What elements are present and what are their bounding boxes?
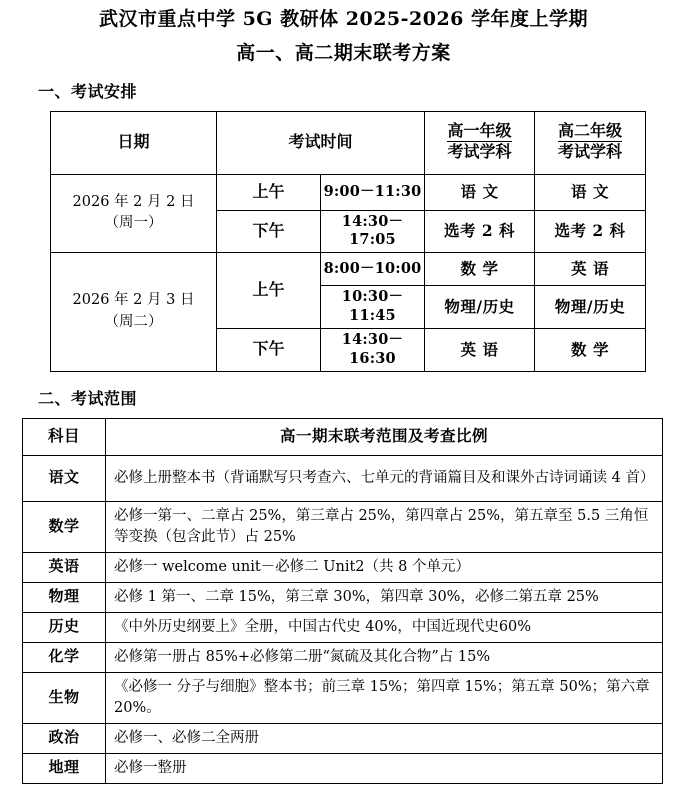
scope-cell: 必修上册整本书（背诵默写只考查六、七单元的背诵篇目及和课外古诗词诵读 4 首） (106, 455, 663, 501)
header-grade2-subject (535, 111, 646, 174)
subject-cell: 语文 (23, 455, 106, 501)
grade2-subject-cell: 数 学 (535, 328, 646, 371)
date-text-day2: 2026 年 2 月 3 日 (72, 292, 195, 309)
table-row (23, 753, 663, 783)
time-cell: 14:30－16:30 (321, 328, 425, 371)
period-cell: 下午 (217, 210, 321, 253)
header-grade2-top: 高二年级 (558, 122, 622, 142)
grade1-subject-cell: 物理/历史 (425, 286, 535, 329)
scope-cell: 必修一、必修二全两册 (106, 723, 663, 753)
grade2-subject-cell: 英 语 (535, 253, 646, 286)
subject-cell: 物理 (23, 582, 106, 612)
section-heading-exam-scope: 二、考试范围 (38, 388, 138, 408)
scope-cell: 《中外历史纲要上》全册，中国古代史 40%，中国近现代史60% (106, 612, 663, 642)
date-cell-day2 (51, 253, 217, 371)
table-row (23, 723, 663, 753)
time-cell: 14:30－17:05 (321, 210, 425, 253)
exam-scope-table-wrapper (22, 418, 663, 784)
time-cell: 9:00－11:30 (321, 174, 425, 210)
exam-scope-table (22, 418, 663, 784)
subject-cell: 地理 (23, 753, 106, 783)
subject-cell: 政治 (23, 723, 106, 753)
grade1-subject-cell: 数 学 (425, 253, 535, 286)
grade2-subject-cell: 物理/历史 (535, 286, 646, 329)
time-cell: 10:30－11:45 (321, 286, 425, 329)
subject-cell: 化学 (23, 642, 106, 672)
document-title-line-1: 武汉市重点中学 5G 教研体 2025-2026 学年度上学期 (98, 8, 589, 30)
table-row (23, 552, 663, 582)
header-grade1-bottom: 考试学科 (447, 142, 512, 162)
table-row (51, 253, 646, 286)
grade1-subject-cell: 选考 2 科 (425, 210, 535, 253)
header-exam-time: 考试时间 (217, 111, 425, 174)
exam-schedule-table-wrapper (50, 111, 633, 372)
period-cell: 上午 (217, 174, 321, 210)
grade1-subject-cell: 英 语 (425, 328, 535, 371)
table-row (23, 501, 663, 552)
date-text-day1: 2026 年 2 月 2 日 (72, 193, 195, 210)
subject-cell: 英语 (23, 552, 106, 582)
table-header-row (23, 418, 663, 455)
grade2-subject-cell: 语 文 (535, 174, 646, 210)
scope-cell: 必修一第一、二章占 25%，第三章占 25%，第四章占 25%，第五章至 5.5 三角恒等变换（包含此节）占 25% (106, 501, 663, 552)
grade2-subject-cell: 选考 2 科 (535, 210, 646, 253)
scope-cell: 必修 1 第一、二章 15%，第三章 30%，第四章 30%，必修二第五章 25% (106, 582, 663, 612)
header-subject: 科目 (23, 418, 106, 455)
scope-cell: 必修一 welcome unit－必修二 Unit2（共 8 个单元） (106, 552, 663, 582)
table-header-row (51, 111, 646, 174)
grade1-subject-cell: 语 文 (425, 174, 535, 210)
header-grade2-bottom: 考试学科 (557, 142, 622, 162)
date-cell-day1 (51, 174, 217, 253)
table-row (23, 642, 663, 672)
header-grade1-top: 高一年级 (447, 122, 511, 142)
header-scope: 高一期末联考范围及考查比例 (106, 418, 663, 455)
subject-cell: 数学 (23, 501, 106, 552)
subject-cell: 生物 (23, 672, 106, 723)
table-row (23, 582, 663, 612)
weekday-text-day2: （周二） (104, 313, 163, 330)
subject-cell: 历史 (23, 612, 106, 642)
time-cell: 8:00－10:00 (321, 253, 425, 286)
exam-schedule-table (50, 111, 646, 372)
period-cell: 上午 (217, 253, 321, 329)
header-date: 日期 (51, 111, 217, 174)
weekday-text-day1: （周一） (104, 215, 163, 232)
scope-cell: 必修第一册占 85%+必修第二册“氮硫及其化合物”占 15% (106, 642, 663, 672)
header-grade1-subject (425, 111, 535, 174)
section-heading-exam-arrangement: 一、考试安排 (38, 81, 138, 101)
table-row (23, 455, 663, 501)
table-row (51, 174, 646, 210)
period-cell: 下午 (217, 328, 321, 371)
table-row (23, 672, 663, 723)
document-title-line-2: 高一、高二期末联考方案 (236, 41, 451, 64)
scope-cell: 《必修一 分子与细胞》整本书；前三章 15%；第四章 15%；第五章 50%；第六章 20%。 (106, 672, 663, 723)
scope-cell: 必修一整册 (106, 753, 663, 783)
table-row (23, 612, 663, 642)
